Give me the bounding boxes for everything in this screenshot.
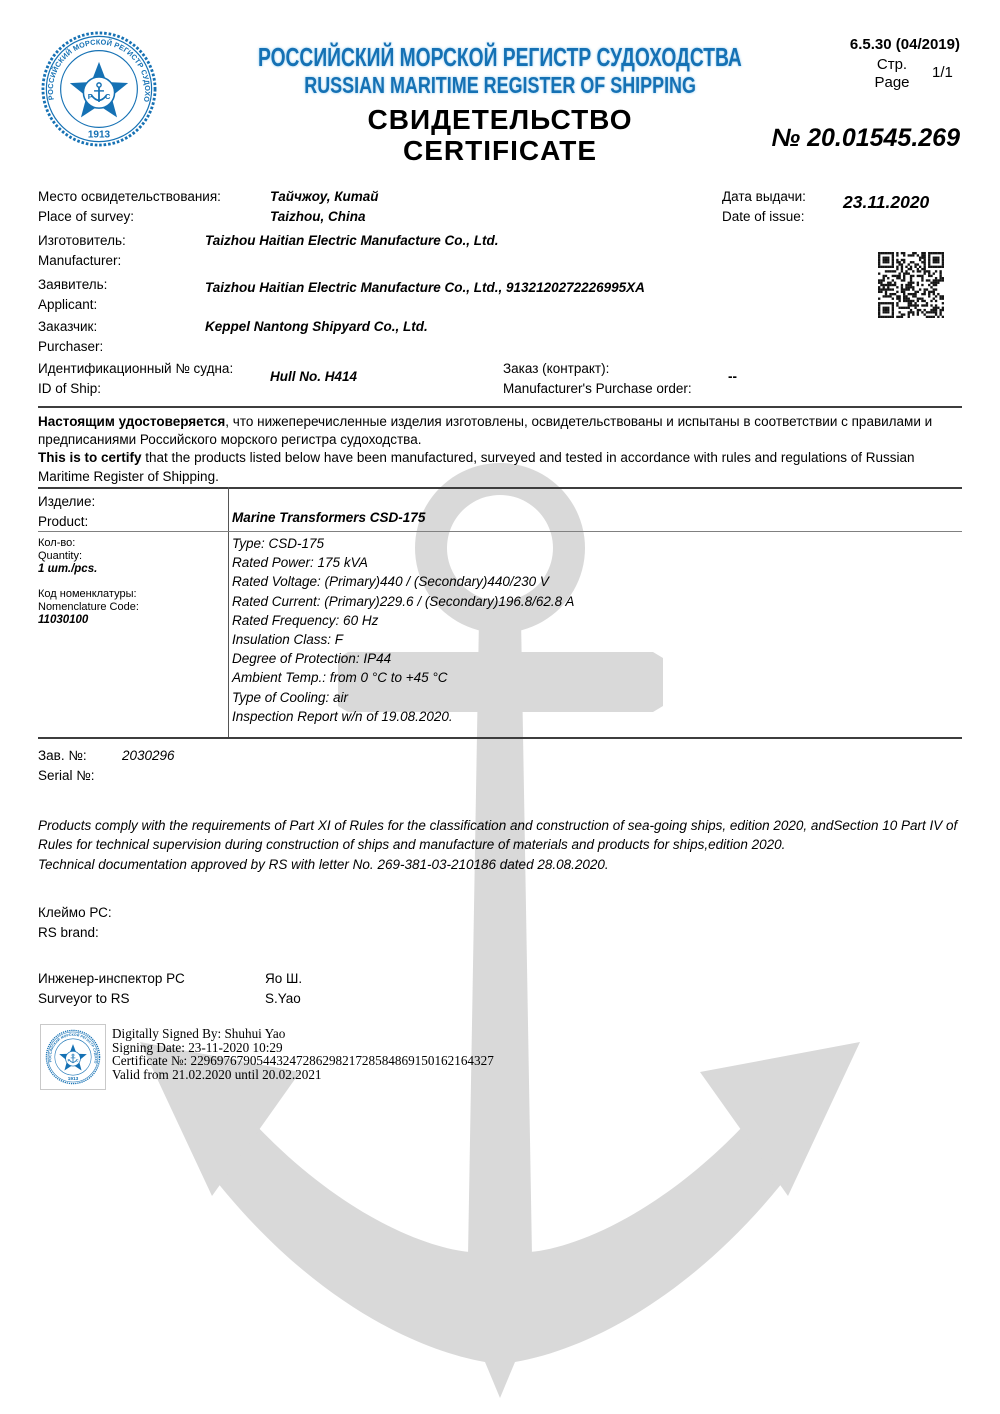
table-bottom-border: [38, 737, 962, 739]
certify-en-text: that the products listed below have been manufactured, surveyed and tested in accordance with rules and regulations of Russian Maritime Register of Shipping.: [38, 450, 915, 484]
qty-label-en: Quantity:: [38, 550, 83, 562]
qr-code: [878, 252, 944, 318]
surveyor-name-ru: Яо Ш.: [265, 971, 303, 986]
product-specs: [232, 534, 942, 726]
spec-line: Degree of Protection: IP44: [232, 651, 392, 667]
product-label-ru: Изделие:: [38, 494, 96, 509]
code-label-ru: Код номенклатуры:: [38, 588, 137, 600]
signature-signed-by: Digitally Signed By: Shuhui Yao: [112, 1026, 286, 1041]
certify-statement: [38, 413, 964, 486]
ship-id-value: Hull No. H414: [270, 369, 358, 384]
serial-value: 2030296: [122, 748, 175, 763]
compliance-para2: Technical documentation approved by RS with letter No. 269-381-03-210186 dated 28.08.2020.: [38, 856, 609, 872]
certify-ru-lead: Настоящим удостоверяется: [38, 414, 226, 429]
org-title-ru: РОССИЙСКИЙ МОРСКОЙ РЕГИСТР СУДОХОДСТВА: [258, 42, 742, 72]
page-value: 1/1: [932, 64, 953, 81]
survey-value-en: Taizhou, China: [270, 209, 366, 224]
survey-label-ru: Место освидетельствования:: [38, 189, 221, 204]
table-row-divider: [38, 531, 962, 532]
certificate-number: № 20.01545.269: [771, 124, 960, 152]
code-value: 11030100: [38, 614, 89, 626]
purchaser-label-ru: Заказчик:: [38, 319, 98, 334]
form-number: 6.5.30 (04/2019): [849, 36, 960, 53]
manufacturer-value: Taizhou Haitian Electric Manufacture Co., Ltd.: [205, 233, 499, 248]
order-label-en: Manufacturer's Purchase order:: [503, 381, 692, 396]
signature-date: Signing Date: 23-11-2020 10:29: [112, 1039, 283, 1055]
product-name: Marine Transformers CSD-175: [232, 510, 426, 525]
compliance-para1: Products comply with the requirements of Part XI of Rules for the classification and construction of sea-going ships, edition 2020, andSection 10 Part IV of Rules for technical supervision during construction of ships and manufacture of materials and products for ships,edition 2020.: [38, 818, 958, 853]
spec-line: Rated Current: (Primary)229.6 / (Secondary)196.8/62.8 A: [232, 593, 575, 609]
spec-line: Inspection Report w/n of 19.08.2020.: [232, 708, 453, 724]
spec-line: Type: CSD-175: [232, 536, 325, 551]
spec-line: Rated Frequency: 60 Hz: [232, 612, 379, 628]
qty-value: 1 шт./pcs.: [38, 563, 98, 575]
code-label-en: Nomenclature Code:: [38, 601, 139, 613]
product-label-en: Product:: [38, 514, 89, 529]
page-label-en: Page: [874, 74, 910, 91]
rs-brand-label-en: RS brand:: [38, 925, 99, 940]
spec-line: Rated Power: 175 kVA: [232, 555, 368, 571]
signature-certificate-number: Certificate №: 2296976790544324728629821728584869150162164327: [112, 1053, 494, 1069]
manufacturer-label-ru: Изготовитель:: [38, 233, 126, 248]
applicant-label-en: Applicant:: [38, 297, 98, 312]
signature-validity: Valid from 21.02.2020 until 20.02.2021: [112, 1066, 322, 1082]
org-title-en: RUSSIAN MARITIME REGISTER OF SHIPPING: [304, 72, 696, 98]
table-top-border: [38, 487, 962, 489]
spec-line: Rated Voltage: (Primary)440 / (Secondary)440/230 V: [232, 574, 549, 590]
spec-line: Type of Cooling: air: [232, 689, 349, 705]
certify-en-lead: This is to certify: [38, 450, 142, 466]
ship-id-label-en: ID of Ship:: [38, 381, 102, 396]
spec-line: Ambient Temp.: from 0 °C to +45 °C: [232, 670, 448, 686]
digital-signature-stamp: [40, 1024, 106, 1090]
survey-label-en: Place of survey:: [38, 209, 135, 224]
survey-value-ru: Тайчжоу, Китай: [270, 189, 379, 204]
applicant-value: Taizhou Haitian Electric Manufacture Co., Ltd., 9132120272226995XA: [205, 280, 645, 295]
issue-label-en: Date of issue:: [722, 209, 805, 224]
surveyor-label-ru: Инженер-инспектор РС: [38, 971, 185, 986]
surveyor-label-en: Surveyor to RS: [38, 991, 130, 1006]
qty-label-ru: Кол-во:: [38, 537, 76, 549]
rs-brand-label-ru: Клеймо РС:: [38, 905, 112, 920]
doc-title-ru: СВИДЕТЕЛЬСТВО: [367, 104, 633, 135]
org-seal-logo: [40, 30, 158, 148]
compliance-text: [38, 816, 964, 874]
manufacturer-label-en: Manufacturer:: [38, 253, 122, 268]
doc-title-en: CERTIFICATE: [402, 135, 598, 166]
issue-label-ru: Дата выдачи:: [722, 189, 806, 204]
ship-id-label-ru: Идентификационный № судна:: [38, 361, 234, 376]
page-label-ru: Стр.: [876, 56, 908, 73]
org-title-en-wrap: [150, 72, 850, 99]
purchaser-value: Keppel Nantong Shipyard Co., Ltd.: [205, 319, 428, 334]
surveyor-name-en: S.Yao: [265, 991, 301, 1006]
spec-line: Insulation Class: F: [232, 632, 344, 648]
stamp-seal-icon: [45, 1029, 101, 1085]
certify-ru-text: , что нижеперечисленные изделия изготовлены, освидетельствованы и испытаны в соответствии с правилами и предписаниями Российского морского регистра судоходства.: [38, 414, 933, 448]
purchaser-label-en: Purchaser:: [38, 339, 104, 354]
serial-label-en: Serial №:: [38, 768, 95, 783]
issue-date-value: 23.11.2020: [843, 192, 930, 212]
digital-signature-details: [112, 1027, 494, 1081]
divider-top: [38, 406, 962, 408]
order-value: --: [728, 369, 737, 384]
serial-label-ru: Зав. №:: [38, 748, 87, 763]
order-label-ru: Заказ (контракт):: [503, 361, 610, 376]
applicant-label-ru: Заявитель:: [38, 277, 108, 292]
table-column-divider: [228, 487, 229, 737]
